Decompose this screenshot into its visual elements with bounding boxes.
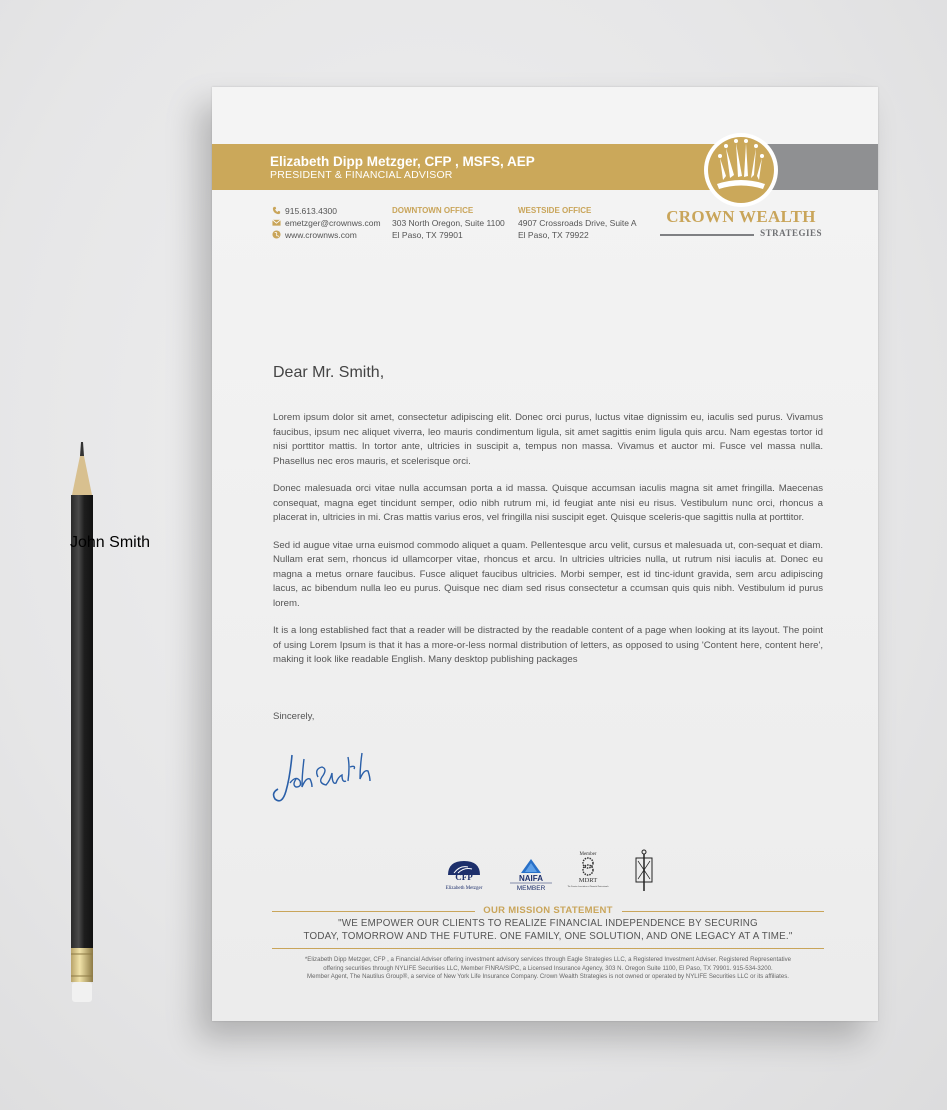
naifa-text: NAIFA xyxy=(519,874,543,883)
letterhead-page xyxy=(70,87,878,1021)
westside-office-line1: 4907 Crossroads Drive, Suite A xyxy=(518,218,637,228)
letter-body xyxy=(273,411,823,681)
disclaimer-line3: Member Agent, The Nautilus Group®, a service of New York Life Insurance Company. Crown Wealth Strategies is not owned or operated by NYLIFE Securities LLC or its affiliates. xyxy=(307,973,789,981)
cfp-name: Elizabeth Metzger xyxy=(445,886,483,891)
cfp-badge-icon xyxy=(434,855,494,893)
brand-wordmark xyxy=(658,207,824,240)
mission-statement xyxy=(272,918,824,943)
downtown-office-line2: El Paso, TX 79901 xyxy=(392,230,463,240)
crown-logo-icon xyxy=(703,132,779,208)
mdrt-sub-text: The Premier Association of Financial Professionals xyxy=(567,886,609,888)
contact-phone xyxy=(272,205,381,217)
brand-divider xyxy=(660,234,754,236)
contact-web-text: www.crownws.com xyxy=(285,230,357,240)
mdrt-text: MDRT xyxy=(578,877,598,884)
naifa-badge-icon xyxy=(504,857,558,891)
contact-email[interactable] xyxy=(272,217,381,229)
contact-web[interactable] xyxy=(272,229,381,241)
disclaimer-line2: offering securities through NYLIFE Securities LLC, Member FINRA/SIPC, a Licensed Insurance Agency, 303 N. Oregon Suite 1100, El Paso, TX 79901. 915-534-3200. xyxy=(323,964,773,972)
mission-line2: TODAY, TOMORROW AND THE FUTURE. ONE FAMILY, ONE SOLUTION, AND ONE LEGACY AT A TIME." xyxy=(303,930,793,942)
salutation: Dear Mr. Smith, xyxy=(273,364,385,381)
contact-phone-text: 915.613.4300 xyxy=(285,206,337,216)
paragraph: It is a long established fact that a reader will be distracted by the readable content of a page when looking at its layout. The point of using Lorem Ipsum is that it has a more-or-less normal distribution of letters, as opposed to using 'Content here, content here', making it look like readable English. Many desktop publishing packages xyxy=(273,625,823,665)
contact-list xyxy=(272,205,381,241)
westside-office-line2: El Paso, TX 79922 xyxy=(518,230,589,240)
pencil xyxy=(68,440,96,1006)
signature-text: John Smith xyxy=(70,534,151,551)
paragraph: Lorem ipsum dolor sit amet, consectetur adipiscing elit. Donec orci purus, luctus vitae dignissim eu, iaculis sed purus. Vivamus faucibus, ipsum nec aliquet viverra, leo mauris condimentum ligula, sit amet sagittis enim ligula quis arcu. Nam egestas tortor id nisi porttitor mattis. In tortor ante, ultricies in suscipit a, tempus non massa. Vivamus et auctor mi. Fusce vel massa nulla. Phasellus nec eros mauris, et scelerisque orci. xyxy=(273,412,823,467)
paragraph: Donec malesuada orci vitae nulla accumsan porta a id massa. Quisque accumsan iaculis magna sit amet fringilla. Maecenas consequat, magna eget tincidunt semper, odio nibh rutrum mi, id feugiat ante nisi eu risus. Vestibulum nunc orci, rhoncus a placerat in, ultricies in mi. Cras mattis varius eros, vel fringilla nisi suscipit eget. Quisque sceleris-que sagittis nulla at porttitor. xyxy=(273,483,823,523)
westside-office xyxy=(518,205,637,241)
contact-email-text: emetzger@crownws.com xyxy=(285,218,381,228)
downtown-office-title: DOWNTOWN OFFICE xyxy=(392,206,474,215)
downtown-office xyxy=(392,205,505,241)
mdrt-member-text: Member xyxy=(579,852,597,857)
advisor-name: Elizabeth Dipp Metzger, CFP , MSFS, AEP xyxy=(270,154,535,169)
globe-icon xyxy=(272,230,281,239)
brand-line1: CROWN WEALTH xyxy=(666,207,816,226)
cfp-text: CFP xyxy=(455,872,473,882)
mission-line1: "WE EMPOWER OUR CLIENTS TO REALIZE FINANCIAL INDEPENDENCE BY SECURING xyxy=(338,918,758,929)
mission-title-row xyxy=(272,905,824,917)
mdrt-badge-icon xyxy=(568,849,614,893)
brand-line2: STRATEGIES xyxy=(760,228,822,238)
phone-icon xyxy=(272,206,281,215)
compass-emblem-icon xyxy=(632,849,656,893)
advisor-title: PRESIDENT & FINANCIAL ADVISOR xyxy=(270,169,453,181)
downtown-office-line1: 303 North Oregon, Suite 1100 xyxy=(392,218,505,228)
membership-badges xyxy=(434,847,664,897)
mission-title: OUR MISSION STATEMENT xyxy=(483,905,613,916)
disclaimer xyxy=(268,956,828,982)
disclaimer-line1: *Elizabeth Dipp Metzger, CFP , a Financial Adviser offering investment advisory services through Eagle Strategies LLC, a Registered Investment Adviser. Registered Representative xyxy=(304,956,792,963)
mission-rule-bottom xyxy=(272,948,824,949)
email-icon xyxy=(272,218,281,227)
closing: Sincerely, xyxy=(273,711,315,722)
paragraph: Sed id augue vitae urna euismod commodo aliquet a quam. Pellentesque arcu velit, cursus et malesuada ut, con-sequat et diam. Nullam erat sem, rhoncus id ullamcorper vitae, rhoncus et arcu. In ultricies ultricies nulla, ut rutrum nisi iaculis at. Donec eu magna a metus ornare faucibus. Fusce aliquet faucibus ultricies. Morbi semper, est id tinc-idunt gravida, sem arcu adipiscing lacus, ac bibendum nulla leo eu purus. Quisque nec diam sed risus consectetur a ccumsan quis quis nibh. Vestibulum id purus lorem. xyxy=(273,539,823,609)
westside-office-title: WESTSIDE OFFICE xyxy=(518,206,592,215)
naifa-member-text: MEMBER xyxy=(516,885,546,892)
